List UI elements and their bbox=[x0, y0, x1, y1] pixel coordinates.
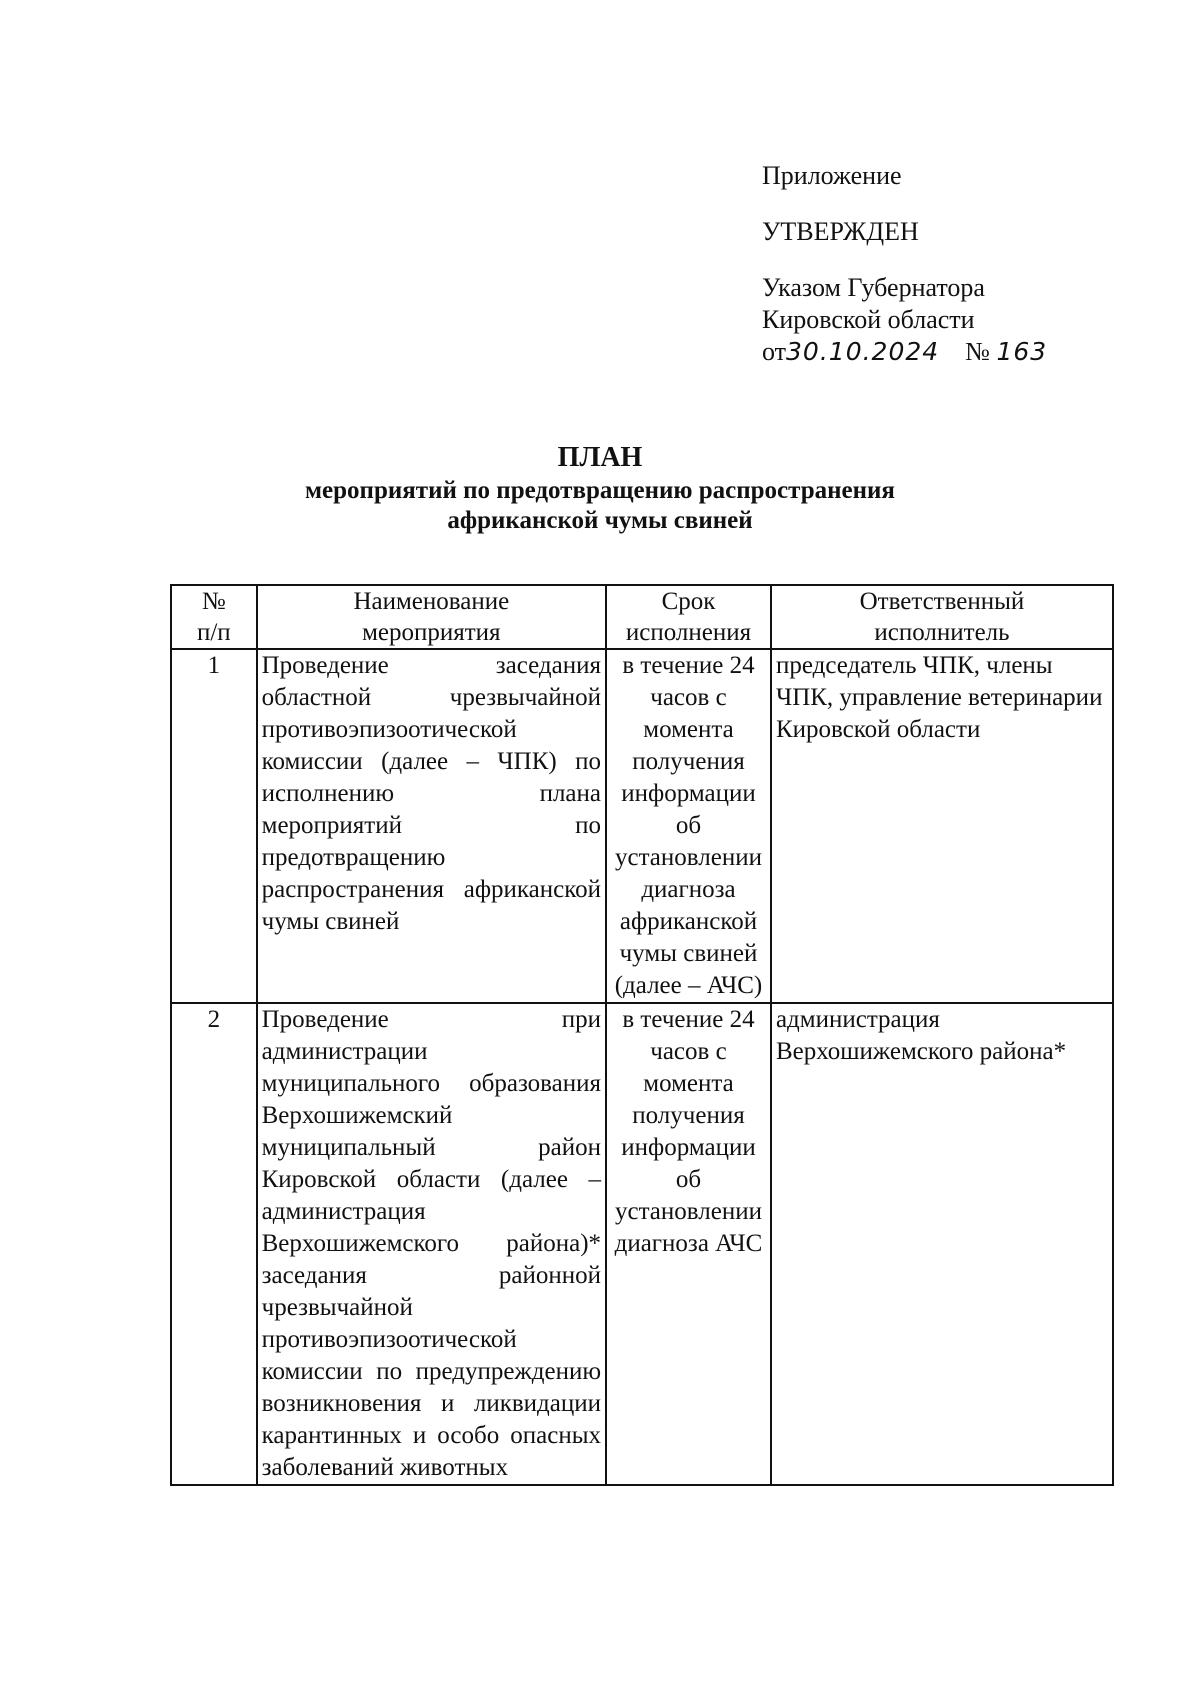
header-num: № п/п bbox=[171, 585, 257, 649]
number-label: № bbox=[965, 337, 990, 366]
handwritten-date: 30.10.2024 bbox=[786, 337, 940, 366]
table-row bbox=[171, 1003, 1113, 1485]
title-subtitle-1: мероприятий по предотвращению распространения bbox=[305, 477, 895, 504]
date-number-line bbox=[762, 336, 1047, 368]
row-2-responsible: администрация Верхошижемского района* bbox=[771, 1003, 1113, 1485]
row-2-term: в течение 24 часов с момента получения информации об установлении диагноза АЧС bbox=[606, 1003, 771, 1485]
region-line: Кировской области bbox=[762, 305, 975, 334]
approval-block bbox=[762, 160, 1047, 368]
appendix-label: Приложение bbox=[762, 161, 902, 190]
row-2-name: Проведение при администрации муниципального образования Верхошижемский муниципальный район Кировской области (далее – администрация Верхошижемского района)* заседания районной чрезвычайной противоэпизоотической комиссии по предупреждению возникновения и ликвидации карантинных и особо опасных заболеваний животных bbox=[257, 1003, 606, 1485]
handwritten-number: 163 bbox=[996, 337, 1048, 366]
plan-table bbox=[170, 584, 1114, 1486]
table-row bbox=[171, 649, 1113, 1003]
row-1-term: в течение 24 часов с момента получения информации об установлении диагноза африканской чумы свиней (далее – АЧС) bbox=[606, 649, 771, 1003]
header-term: Срок исполнения bbox=[606, 585, 771, 649]
document-title bbox=[0, 440, 1200, 536]
title-subtitle-2: африканской чумы свиней bbox=[447, 507, 753, 534]
header-name: Наименование мероприятия bbox=[257, 585, 606, 649]
title-main: ПЛАН bbox=[557, 442, 643, 473]
row-1-responsible: председатель ЧПК, члены ЧПК, управление ветеринарии Кировской области bbox=[771, 649, 1113, 1003]
approved-label: УТВЕРЖДЕН bbox=[762, 217, 919, 246]
date-prefix: от bbox=[762, 337, 787, 366]
header-responsible: Ответственный исполнитель bbox=[771, 585, 1113, 649]
decree-line: Указом Губернатора bbox=[762, 273, 985, 302]
row-2-num: 2 bbox=[171, 1003, 257, 1485]
table-header-row bbox=[171, 585, 1113, 649]
row-1-name: Проведение заседания областной чрезвычайной противоэпизоотической комиссии (далее – ЧПК) по исполнению плана мероприятий по предотвращению распространения африканской чумы свиней bbox=[257, 649, 606, 1003]
row-1-num: 1 bbox=[171, 649, 257, 1003]
